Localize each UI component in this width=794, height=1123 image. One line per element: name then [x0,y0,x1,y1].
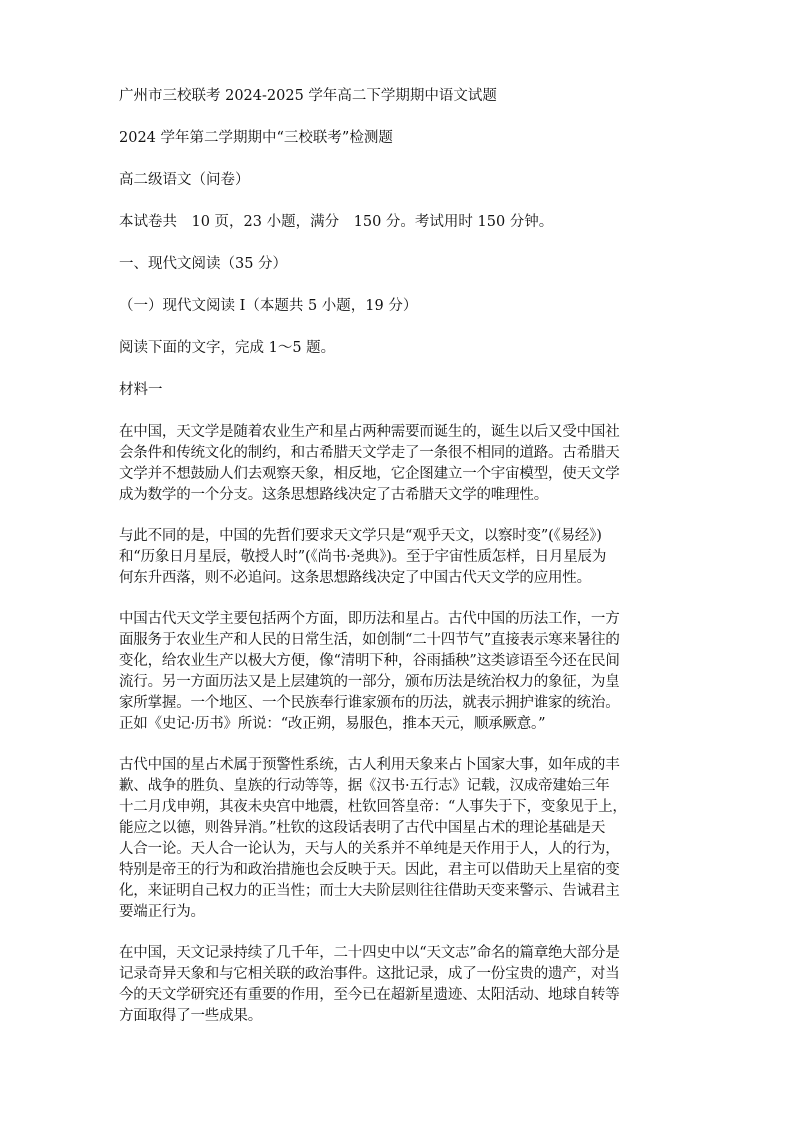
paragraph-line: 中国古代天文学主要包括两个方面，即历法和星占。古代中国的历法工作，一方 [119,611,620,627]
paragraph-line: 文学并不想鼓励人们去观察天象，相反地，它企图建立一个宇宙模型，使天文学 [119,466,620,482]
paragraph-line: 方面取得了一些成果。 [119,1008,262,1024]
paragraph-line: 人合一论。天人合一论认为，天与人的关系并不单纯是天作用于人，人的行为， [119,841,620,857]
paragraph-line: 面服务于农业生产和人民的日常生活，如创制“二十四节气”直接表示寒来暑往的 [119,632,620,648]
paragraph-line: 记录奇异天象和与它相关联的政治事件。这批记录，成了一份宝贵的遗产，对当 [119,966,620,982]
exam-title: 广州市三校联考 2024-2025 学年高二下学期期中语文试题 [119,88,497,104]
paragraph-line: 在中国，天文记录持续了几千年，二十四史中以“天文志”命名的篇章绝大部分是 [119,945,620,961]
paragraph-3 [119,609,679,735]
document-page [119,86,679,1047]
paragraph-line: 今的天文学研究还有重要的作用，至今已在超新星遗迹、太阳活动、地球自转等 [119,987,620,1003]
paragraph-line: 家所掌握。一个地区、一个民族奉行谁家颁布的历法，就表示拥护谁家的统治。 [119,695,620,711]
paragraph-line: 变化，给农业生产以极大方便，像“清明下种，谷雨插秧”这类谚语至今还在民间 [119,653,620,669]
paragraph-4 [119,755,679,923]
material-label: 材料一 [119,382,163,398]
paragraph-line: 在中国，天文学是随着农业生产和星占两种需要而诞生的，诞生以后又受中国社 [119,424,620,440]
paragraph-line: 歉、战争的胜负、皇族的行动等等，据《汉书·五行志》记载，汉成帝建始三年 [119,778,610,794]
paper-name: 高二级语文（问卷） [119,172,250,188]
paragraph-line: 与此不同的是，中国的先哲们要求天文学只是“观乎天文，以察时变”(《易经》) [119,528,602,544]
paragraph-line: 特别是帝王的行为和政治措施也会反映于天。因此，君主可以借助天上星宿的变 [119,862,620,878]
reading-instruction: 阅读下面的文字，完成 1～5 题。 [119,340,336,356]
paragraph-line: 化，来证明自己权力的正当性；而士大夫阶层则往往借助天变来警示、告诫君主 [119,883,620,899]
paragraph-line: 成为数学的一个分支。这条思想路线决定了古希腊天文学的唯理性。 [119,487,548,503]
section-subtitle: （一）现代文阅读 I（本题共 5 小题，19 分） [119,298,418,314]
paragraph-line: 流行。另一方面历法又是上层建筑的一部分，颁布历法是统治权力的象征，为皇 [119,674,620,690]
exam-info: 本试卷共 10 页，23 小题，满分 150 分。考试用时 150 分钟。 [119,214,554,230]
paragraph-1 [119,422,679,506]
section-title: 一、现代文阅读（35 分） [119,256,288,272]
paragraph-line: 能应之以德，则咎异消。”杜钦的这段话表明了古代中国星占术的理论基础是天 [119,820,606,836]
paragraph-line: 古代中国的星占术属于预警性系统，古人利用天象来占卜国家大事，如年成的丰 [119,757,620,773]
paragraph-line: 要端正行为。 [119,904,205,920]
paragraph-2 [119,526,679,589]
paragraph-5 [119,943,679,1027]
exam-subtitle: 2024 学年第二学期期中“三校联考”检测题 [119,130,393,146]
paragraph-line: 正如《史记·历书》所说：“改正朔，易服色，推本天元，顺承厥意。” [119,716,546,732]
paragraph-line: 何东升西落，则不必追问。这条思想路线决定了中国古代天文学的应用性。 [119,570,591,586]
paragraph-line: 和“历象日月星辰，敬授人时”(《尚书·尧典》)。至于宇宙性质怎样，日月星辰为 [119,549,607,565]
paragraph-line: 十二月戊申朔，其夜未央宫中地震，杜钦回答皇帝：“人事失于下，变象见于上， [119,799,627,815]
paragraph-line: 会条件和传统文化的制约，和古希腊天文学走了一条很不相同的道路。古希腊天 [119,445,620,461]
